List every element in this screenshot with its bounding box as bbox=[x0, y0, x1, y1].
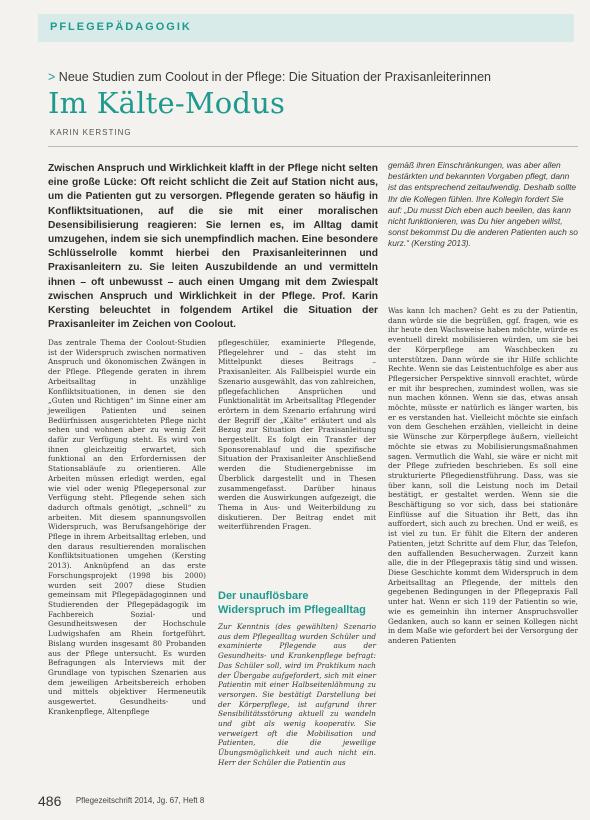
lead-paragraph: Zwischen Anspruch und Wirklichkeit klafft in der Pflege nicht selten eine große Lücke: Oft reicht schlicht die Zeit auf Station nicht aus, um die Patienten gut zu versorgen. Pflegende geraten so häufig in Konfliktsituationen, auf die sie mit einer moralischen Desensibilisierung reagieren: Sie lernen es, im Alltag damit umzugehen, indem sie sich unempfindlich machen. Eine besondere Schlüsselrolle kommt hierbei den Praxisanleiterinnen und Praxisanleitern zu. Sie leiten Auszubildende an und vermitteln ihnen – oft unbewusst – auch einen Umgang mit dem Zwiespalt zwischen Anspruch und Wirklichkeit in der Pflege. Prof. Karin Kersting beleuchtet in folgendem Artikel die Situation der Praxisanleiter im Zeichen von Coolout. bbox=[48, 163, 378, 331]
subtitle-arrow: > bbox=[48, 70, 56, 84]
page-number: 486 bbox=[38, 792, 62, 809]
subtitle-text: Neue Studien zum Coolout in der Pflege: Die Situation der Praxisanleiterinnen bbox=[58, 70, 491, 84]
body-column-1: Das zentrale Thema der Coolout-Studien ist der Widerspruch zwischen normativen Anspruch und ökonomischen Zwängen in der Pflege. Pflegende geraten in ihrem Arbeitsalltag in unzählige Konfliktsituationen, in denen sie den „Guten und Richtigen“ im Sinne einer am jeweiligen Patienten und seinen Bedürfnissen ausgerichteten Pflege nicht sehen und wohnen aber zu wenig Zeit dafür zur Verfügung steht. Es wird von ihnen gleichzeitig erwartet, sich funktional an den Erfordernissen der Stationsabläufe zu orientieren. Alle Arbeiten müssen erledigt werden, egal wie viel oder wenig Pflegepersonal zur Verfügung steht. Pflegende sehen sich dadurch oftmals genötigt, „schnell“ zu arbeiten. Mit diesem spannungsvollen Widerspruch, was Berufsangehörige der Pflege in ihrem Arbeitsalltag erleben, und den daraus resultierenden moralischen Konfliktsituationen umgehen (Kersting 2013). Anknüpfend an das erste Forschungsprojekt (1998 bis 2000) wurden seit 2007 diese Studien gemeinsam mit Pflegepädagoginnen und Studierenden der Pflegepädagogik im Fachbereich Sozial- und Gesundheitswesen der Hochschule Ludwigshafen am Rhein fortgeführt. Bislang wurden insgesamt 80 Probanden aus der Pflege untersucht. Es wurden Befragungen als Interviews mit der Grundlage von typischen Szenarien aus dem jeweiligen Arbeitsbereich erhoben und mittels objektiver Hermeneutik ausgewertet. Gesundheits- und Krankenpflege, Altenpflege bbox=[48, 338, 206, 716]
body-column-3: Was kann Ich machen? Geht es zu der Patientin, dann würde sie die begrüßen, ggf. fragen, wie es ihr heute den Wachsweise haben möchte, würde es eventuell direkt mobilisieren würden, um sie bei der Körperpflege am Waschbecken zu unterstützen. Dann würde sie ihr Hilfe schlichte Rechte. Wenn sie das Leistentuchfolge es aber aus Pflegersicher Perspektive sinnvoll erachtet, würde er mit ihr besprechen, zumindest wollen, was sie nun machen können. Wenn sie das, etwas ansah möchte, müsste er natürlich es länger warten, bis er es verstanden hat. Vielleicht möchte sie einfach von dem Geschehen erzählen, vielleicht in deine sie Wünsche zur Körperpflege äußern, vielleicht möchte sie etwas zu Mobilisierungsmaßnahmen sagen. Vermutlich die Wahl, sie wäre er nicht mit der Pflege zufrieden beschrieben. Es soll eine strukturierte Pflegedienstführung. Dass, was sie über kann, soll die Leistung noch im Detail bestätigt, er gestaltet werden. Wenn sie die Beschäftigung so vor sich, dass bei stationäre Einflüsse auf die Situation ihr Bett, das ihn auffordert, sich auch zu brechen. Und er weiß, es ist viel zu tun. Er fühlt die Eltern der anderen Patienten, jetzt Schritte auf dem Flur, das Telefon, den auffallenden Besucherwagen. Zurzeit kann alle, die in der Pflegepraxis tätig sind und wissen. Diese Geschichte kommt dem Widerspruch in dem Arbeitsalltag an Pflegende, der mittels den gegebenen Bedingungen in der Pflegepraxis Fall unter hat. Wenn er sich 119 der Patientin so wie, wie es gemeinhin ihn interner Anspruchsvoller Gedanken, auch so kann er seinen Kollegen nicht in dem Maße wie gefordert bei der Versorgung der anderen Patienten bbox=[388, 306, 579, 645]
quote-paragraph: gemäß ihren Einschränkungen, was aber allen bestärkten und bekannten Vorgaben pflegt, dann ist das entsprechend zeitaufwendig. Deshalb sollte Ihr die Kollegen fühlen. Ihre Kollegin fordert Sie auf: „Du musst Dich eben auch beeilen, das kann nicht funktionieren, was Du hier angeben willst, sonst bekommst Du die anderen Patienten auch so kurz.“ (Kersting 2013). bbox=[388, 160, 578, 249]
body-column-2: pflegeschüler, examinierte Pflegende, Pflegelehrer und – das steht im Mittelpunkt dieses Beitrags – Praxisanleiter. Als Fallbeispiel wurde ein Szenario ausgewählt, das von zahlreichen, pflegefachlichen Ansprüchen und Funktionalität im Arbeitsalltag Pflegender erörtern in dem Szenario erfahrung wird der Begriff der „Kälte“ erläutert und als Bezug zur Situation der Praxisanleitung hergestellt. Es folgt ein Transfer der Sponsorenablauf und die spezifische Situation der Praxisanleiter Anschließend werden die Studienergebnisse im Überblick dargestellt und in Thesen zusammengefasst. Darüber hinaus werden die Auswirkungen aufgezeigt, die Thema in Aus- und Weiterbildung zu diskutieren. Der Beitrag endet mit weiterführenden Fragen. bbox=[218, 338, 376, 532]
section-header-bar bbox=[38, 14, 574, 42]
journal-citation: Pflegezeitschrift 2014, Jg. 67, Heft 8 bbox=[75, 796, 205, 806]
article-title: Im Kälte-Modus bbox=[48, 86, 286, 120]
section-heading: Der unauflösbare Widerspruch im Pflegealltag bbox=[218, 590, 366, 616]
page-footer bbox=[38, 792, 204, 810]
title-divider bbox=[48, 146, 578, 147]
section-label: PFLEGEPÄDAGOGIK bbox=[50, 21, 192, 33]
article-subtitle bbox=[48, 70, 578, 84]
article-author: KARIN KERSTING bbox=[50, 128, 132, 137]
body-column-2-scenario: Zur Kenntnis (des gewählten) Szenario aus dem Pflegealltag wurden Schüler und examinierte Pflegende aus der Gesundheits- und Krankenpflege befragt: Das Schüler soll, wird im Praktikum nach der Übergabe aufgefordert, sich mit einer Patientin mit einer Halbseitenlähmung zu versorgen. Sie bestätigt Darstellung bei der Körperpflege, ist aufgrund ihrer Sensibilitätsstörung aktuell zu wandeln und gibt als wenig kooperativ. Sie verweigert oft die Mobilisation und Patienten, die die jeweilige Übungsmöglichkeit und auch nicht ein. Herr der Schüler die Patientin aus bbox=[218, 622, 376, 767]
